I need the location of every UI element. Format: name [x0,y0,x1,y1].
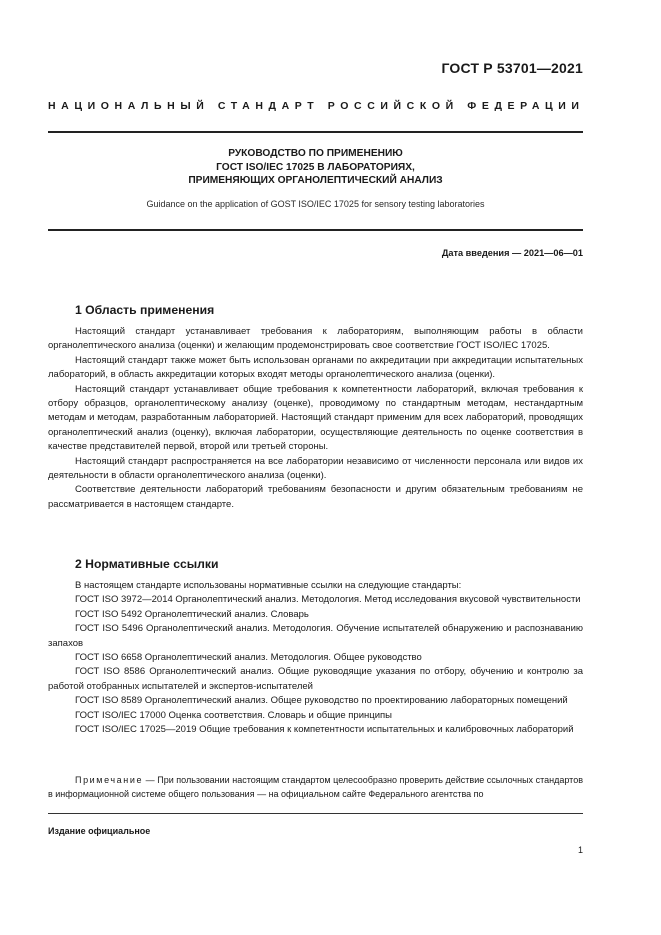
title-divider [48,229,583,231]
introduction-date: Дата введения — 2021—06—01 [441,248,583,258]
footer-divider [48,813,583,814]
paragraph: В настоящем стандарте использованы нормативные ссылки на следующие стандарты: [75,580,462,591]
reference-item: ГОСТ ISO 5496 Органолептический анализ. Методология. Обучение испытателей обнаружению и распознаванию запахов [48,623,583,649]
section-2-body [48,579,583,737]
reference-item: ГОСТ ISO 3972—2014 Органолептический анализ. Методология. Метод исследования вкусовой чувствительности [75,594,581,606]
reference-item: ГОСТ ISO/IEC 17000 Оценка соответствия. Словарь и общие принципы [75,709,392,721]
edition-label: Издание официальное [48,826,151,836]
title-line: ГОСТ ISO/IEC 17025 В ЛАБОРАТОРИЯХ, [216,161,415,173]
section-1-body [48,325,583,512]
page-number: 1 [577,845,583,855]
section-2-heading: 2 Нормативные ссылки [75,557,219,571]
document-title [48,147,583,188]
title-line: ПРИМЕНЯЮЩИХ ОРГАНОЛЕПТИЧЕСКИЙ АНАЛИЗ [188,175,443,186]
document-number: ГОСТ Р 53701—2021 [441,60,583,76]
section-1-heading: 1 Область применения [75,303,215,317]
paragraph: Настоящий стандарт также может быть использован органами по аккредитации при аккредитации испытательных лабораторий, в область аккредитации которых входят методы органолептического анализа (оценки). [48,354,583,381]
note-text: — При пользовании настоящим стандартом целесообразно проверить действие ссылочных стандартов в информационной системе общего пользования — на официальном сайте Федерального агентства по [48,775,583,800]
paragraph: Настоящий стандарт распространяется на все лаборатории независимо от численности персонала или видов их деятельности в области органолептического анализа (оценки). [48,455,583,482]
paragraph: Настоящий стандарт устанавливает требования к лабораториям, выполняющим работы в области органолептического анализа (оценки) и желающим продемонстрировать свое соответствие ГОСТ ISO/IEC 17025. [48,326,583,352]
paragraph: Соответствие деятельности лабораторий требованиям безопасности и другим обязательным требованиям не рассматривается в настоящем стандарте. [48,484,583,510]
english-title: Guidance on the application of GOST ISO/IEC 17025 for sensory testing laboratories [146,199,485,209]
reference-item: ГОСТ ISO 8586 Органолептический анализ. Общие руководящие указания по отбору, обучению и контролю за работой отобранных испытателей и экспертов-испытателей [48,666,583,692]
note-label: Примечание [75,775,144,785]
reference-item: ГОСТ ISO/IEC 17025—2019 Общие требования к компетентности испытательных и калибровочных лабораторий [75,724,574,736]
reference-item: ГОСТ ISO 6658 Органолептический анализ. Методология. Общее руководство [75,652,422,664]
reference-item: ГОСТ ISO 8589 Органолептический анализ. Общее руководство по проектированию лабораторных помещений [75,695,568,707]
title-line: РУКОВОДСТВО ПО ПРИМЕНЕНИЮ [228,148,403,159]
paragraph: Настоящий стандарт устанавливает общие требования к компетентности лабораторий, включая требования к отбору образцов, органолептическому анализу (оценке), проводимому по стандартным методам, нестандартным методам и методам, разработанным лабораторией. Настоящий стандарт применим для всех лабораторий, проводящих органолептический анализ (оценку), включая лаборатории, осуществляющие деятельность по оценке соответствия в качестве представителей первой, второй или третьей стороны. [48,383,583,453]
standard-banner: НАЦИОНАЛЬНЫЙ СТАНДАРТ РОССИЙСКОЙ ФЕДЕРАЦИИ [48,100,585,112]
note [48,773,583,802]
reference-item: ГОСТ ISO 5492 Органолептический анализ. Словарь [75,608,309,620]
top-divider [48,131,583,133]
